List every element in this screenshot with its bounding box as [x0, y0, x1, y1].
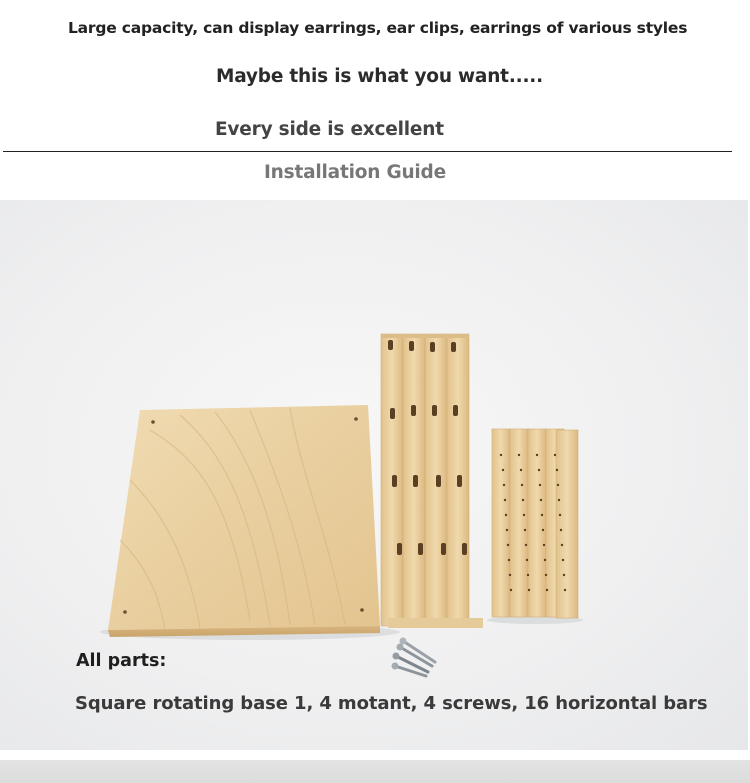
- square-base-board: [100, 405, 400, 640]
- tall-bars: [381, 334, 483, 628]
- side-text: Every side is excellent: [215, 119, 444, 140]
- want-text: Maybe this is what you want.....: [216, 66, 543, 87]
- next-photo-edge: [0, 760, 750, 783]
- installation-guide-heading: Installation Guide: [264, 162, 446, 183]
- all-parts-label: All parts:: [76, 651, 167, 671]
- parts-list-text: Square rotating base 1, 4 motant, 4 screws, 16 horizontal bars: [75, 693, 708, 714]
- parts-photo: [0, 200, 748, 750]
- capacity-text: Large capacity, can display earrings, ear clips, earrings of various styles: [68, 19, 688, 37]
- section-divider: [3, 151, 732, 152]
- screws: [392, 638, 436, 677]
- short-bars: [487, 429, 583, 624]
